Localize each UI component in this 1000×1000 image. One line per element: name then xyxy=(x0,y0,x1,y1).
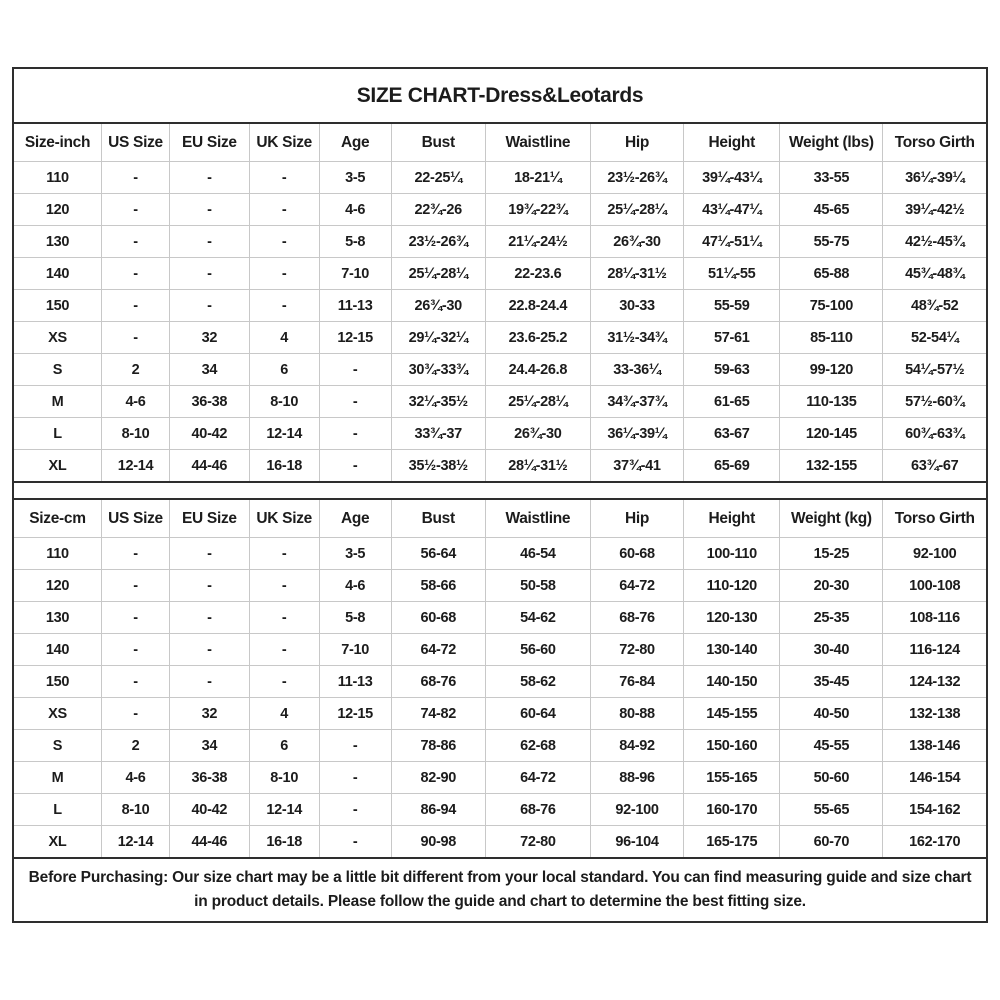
table-cell: 82-90 xyxy=(391,762,485,794)
table-cell: 92-100 xyxy=(883,538,986,570)
table-cell: 45-55 xyxy=(780,730,883,762)
table-cell: - xyxy=(101,634,169,666)
table-cell: - xyxy=(101,194,169,226)
table-cell: 4 xyxy=(249,698,319,730)
table-cell: XS xyxy=(14,322,101,354)
table-cell: - xyxy=(249,162,319,194)
table-cell: 65-69 xyxy=(684,450,780,483)
table-cell: 55-75 xyxy=(780,226,883,258)
table-cell: - xyxy=(101,290,169,322)
column-header: Weight (lbs) xyxy=(780,124,883,162)
column-header: EU Size xyxy=(170,124,250,162)
table-row xyxy=(14,386,986,418)
inch-table-head xyxy=(14,124,986,162)
column-header: Waistline xyxy=(485,499,590,538)
table-row xyxy=(14,162,986,194)
table-cell: 99-120 xyxy=(780,354,883,386)
table-cell: 64-72 xyxy=(391,634,485,666)
purchase-note: Before Purchasing: Our size chart may be a little bit different from your local standard. You can find measuring guide and size chart in product details. Please follow the guide and chart to determine the best fitting size. xyxy=(28,869,972,910)
table-cell: - xyxy=(101,538,169,570)
size-table-inch xyxy=(14,124,986,483)
table-cell: 132-138 xyxy=(883,698,986,730)
table-cell: XL xyxy=(14,826,101,859)
table-cell: 120-145 xyxy=(780,418,883,450)
table-cell: 8-10 xyxy=(249,386,319,418)
table-cell: - xyxy=(249,602,319,634)
table-cell: 63¾-67 xyxy=(883,450,986,483)
table-cell: 30-40 xyxy=(780,634,883,666)
table-cell: 7-10 xyxy=(319,258,391,290)
column-header: Hip xyxy=(590,124,683,162)
table-row xyxy=(14,322,986,354)
table-cell: 32¼-35½ xyxy=(391,386,485,418)
table-cell: - xyxy=(101,698,169,730)
table-cell: 76-84 xyxy=(590,666,683,698)
table-cell: - xyxy=(101,162,169,194)
table-cell: 51¼-55 xyxy=(684,258,780,290)
table-cell: - xyxy=(319,418,391,450)
table-row xyxy=(14,634,986,666)
table-cell: - xyxy=(170,226,250,258)
table-cell: M xyxy=(14,762,101,794)
table-cell: 54¼-57½ xyxy=(883,354,986,386)
table-cell: - xyxy=(319,450,391,483)
table-cell: 39¼-42½ xyxy=(883,194,986,226)
table-cell: 20-30 xyxy=(780,570,883,602)
table-cell: 18-21¼ xyxy=(485,162,590,194)
column-header: Torso Girth xyxy=(883,499,986,538)
table-cell: 130-140 xyxy=(684,634,780,666)
table-cell: 60-68 xyxy=(391,602,485,634)
table-cell: 11-13 xyxy=(319,666,391,698)
table-cell: S xyxy=(14,730,101,762)
table-cell: 2 xyxy=(101,354,169,386)
table-cell: 37¾-41 xyxy=(590,450,683,483)
table-cell: L xyxy=(14,418,101,450)
inch-table-body xyxy=(14,162,986,483)
table-cell: - xyxy=(101,258,169,290)
column-header: Hip xyxy=(590,499,683,538)
table-cell: 30¾-33¾ xyxy=(391,354,485,386)
table-cell: 60-70 xyxy=(780,826,883,859)
table-cell: 150 xyxy=(14,290,101,322)
table-cell: 78-86 xyxy=(391,730,485,762)
table-cell: - xyxy=(101,322,169,354)
table-cell: 64-72 xyxy=(485,762,590,794)
table-cell: - xyxy=(249,570,319,602)
table-cell: 124-132 xyxy=(883,666,986,698)
table-cell: 59-63 xyxy=(684,354,780,386)
table-cell: 110-135 xyxy=(780,386,883,418)
table-cell: - xyxy=(319,826,391,859)
column-header: Age xyxy=(319,124,391,162)
table-cell: 84-92 xyxy=(590,730,683,762)
header-row xyxy=(14,499,986,538)
table-cell: 12-15 xyxy=(319,322,391,354)
table-cell: 5-8 xyxy=(319,226,391,258)
size-chart-panel xyxy=(12,67,988,923)
table-cell: 100-108 xyxy=(883,570,986,602)
table-cell: 33-36¼ xyxy=(590,354,683,386)
table-cell: 28¼-31½ xyxy=(590,258,683,290)
table-cell: 25¼-28¼ xyxy=(391,258,485,290)
table-cell: 44-46 xyxy=(170,450,250,483)
table-cell: 12-14 xyxy=(101,450,169,483)
table-cell: - xyxy=(249,194,319,226)
table-cell: 48¾-52 xyxy=(883,290,986,322)
table-cell: 64-72 xyxy=(590,570,683,602)
table-cell: 36¼-39¼ xyxy=(883,162,986,194)
table-cell: S xyxy=(14,354,101,386)
table-cell: 120-130 xyxy=(684,602,780,634)
table-cell: 44-46 xyxy=(170,826,250,859)
table-cell: 30-33 xyxy=(590,290,683,322)
table-cell: 5-8 xyxy=(319,602,391,634)
table-cell: 72-80 xyxy=(485,826,590,859)
table-row xyxy=(14,354,986,386)
table-cell: 25-35 xyxy=(780,602,883,634)
column-header: EU Size xyxy=(170,499,250,538)
cm-table-body xyxy=(14,538,986,859)
table-cell: 110 xyxy=(46,169,69,186)
table-cell: 23½-26¾ xyxy=(391,226,485,258)
table-cell: 138-146 xyxy=(883,730,986,762)
table-cell: 4 xyxy=(249,322,319,354)
table-cell: L xyxy=(14,794,101,826)
table-cell: 110-120 xyxy=(684,570,780,602)
table-cell: 36¼-39¼ xyxy=(590,418,683,450)
table-cell: 2 xyxy=(101,730,169,762)
table-cell: 8-10 xyxy=(101,418,169,450)
table-cell: 12-14 xyxy=(249,794,319,826)
column-header: Height xyxy=(684,499,780,538)
table-cell: 120 xyxy=(14,194,101,226)
table-row xyxy=(14,794,986,826)
table-cell: 80-88 xyxy=(590,698,683,730)
page-title: SIZE CHART-Dress&Leotards xyxy=(14,69,986,124)
table-cell: 58-66 xyxy=(391,570,485,602)
table-cell: - xyxy=(170,162,250,194)
table-cell: 68-76 xyxy=(391,666,485,698)
table-cell: 100-110 xyxy=(684,538,780,570)
column-header: Torso Girth xyxy=(883,124,986,162)
table-cell: 23.6-25.2 xyxy=(485,322,590,354)
table-cell: - xyxy=(319,762,391,794)
table-cell: 3-5 xyxy=(319,538,391,570)
table-cell: 36-38 xyxy=(170,762,250,794)
table-cell: 160-170 xyxy=(684,794,780,826)
table-cell: - xyxy=(249,226,319,258)
table-cell: 162-170 xyxy=(883,826,986,859)
table-row xyxy=(14,450,986,483)
table-cell: 68-76 xyxy=(590,602,683,634)
table-cell: 6 xyxy=(249,354,319,386)
column-header: Size-cm xyxy=(14,499,101,538)
table-cell: 34 xyxy=(170,354,250,386)
column-header: Waistline xyxy=(485,124,590,162)
table-cell: 22-25¼ xyxy=(391,162,485,194)
table-row xyxy=(14,258,986,290)
table-cell: 22.8-24.4 xyxy=(485,290,590,322)
table-cell: 92-100 xyxy=(590,794,683,826)
table-cell: 23½-26¾ xyxy=(590,162,683,194)
column-header: UK Size xyxy=(249,124,319,162)
table-cell: 45-65 xyxy=(780,194,883,226)
table-cell: 55-65 xyxy=(780,794,883,826)
table-cell: 34¾-37¾ xyxy=(590,386,683,418)
table-cell: 88-96 xyxy=(590,762,683,794)
table-cell: - xyxy=(319,386,391,418)
table-cell: 16-18 xyxy=(249,450,319,483)
table-row xyxy=(14,570,986,602)
table-cell: 56-64 xyxy=(391,538,485,570)
table-cell: 96-104 xyxy=(590,826,683,859)
table-cell: - xyxy=(101,226,169,258)
table-cell: 61-65 xyxy=(684,386,780,418)
table-cell: 56-60 xyxy=(485,634,590,666)
table-cell: 154-162 xyxy=(883,794,986,826)
column-header: Bust xyxy=(391,124,485,162)
table-cell: 140-150 xyxy=(684,666,780,698)
table-cell: 86-94 xyxy=(391,794,485,826)
table-cell: - xyxy=(170,258,250,290)
table-cell: 32 xyxy=(170,698,250,730)
table-row xyxy=(14,290,986,322)
table-cell: 12-15 xyxy=(319,698,391,730)
table-cell: 46-54 xyxy=(485,538,590,570)
table-cell: - xyxy=(170,194,250,226)
column-header: Bust xyxy=(391,499,485,538)
table-cell: 40-42 xyxy=(170,418,250,450)
table-cell: 12-14 xyxy=(249,418,319,450)
table-cell: - xyxy=(170,570,250,602)
table-cell: 116-124 xyxy=(883,634,986,666)
table-cell: 39¼-43¼ xyxy=(684,162,780,194)
table-cell: 22¾-26 xyxy=(391,194,485,226)
table-cell: 108-116 xyxy=(883,602,986,634)
table-row xyxy=(14,194,986,226)
table-cell: 60-68 xyxy=(590,538,683,570)
table-cell: 130 xyxy=(14,226,101,258)
table-cell: 35½-38½ xyxy=(391,450,485,483)
table-cell: - xyxy=(249,258,319,290)
table-cell: 63-67 xyxy=(684,418,780,450)
table-cell: 54-62 xyxy=(485,602,590,634)
table-cell: 33-55 xyxy=(780,162,883,194)
table-cell: 55-59 xyxy=(684,290,780,322)
table-row xyxy=(14,698,986,730)
table-cell: 146-154 xyxy=(883,762,986,794)
table-cell: 40-50 xyxy=(780,698,883,730)
column-header: Height xyxy=(684,124,780,162)
table-cell: 140 xyxy=(14,258,101,290)
table-cell: 62-68 xyxy=(485,730,590,762)
table-separator-gap xyxy=(14,483,986,498)
table-row xyxy=(14,226,986,258)
table-cell: 110 xyxy=(46,545,69,562)
table-cell: - xyxy=(170,634,250,666)
table-row xyxy=(14,538,986,570)
size-table-cm xyxy=(14,498,986,859)
table-cell: 85-110 xyxy=(780,322,883,354)
table-cell: 150 xyxy=(14,666,101,698)
table-cell: 25¼-28¼ xyxy=(485,386,590,418)
table-cell: 29¼-32¼ xyxy=(391,322,485,354)
table-cell: - xyxy=(319,354,391,386)
header-row xyxy=(14,124,986,162)
table-cell: 11-13 xyxy=(319,290,391,322)
cm-table-head xyxy=(14,499,986,538)
table-cell: 155-165 xyxy=(684,762,780,794)
table-cell: 8-10 xyxy=(101,794,169,826)
table-cell: 4-6 xyxy=(319,570,391,602)
table-cell: - xyxy=(101,666,169,698)
table-cell: 34 xyxy=(170,730,250,762)
table-cell: 50-58 xyxy=(485,570,590,602)
table-cell: 57½-60¾ xyxy=(883,386,986,418)
table-cell: - xyxy=(170,602,250,634)
table-cell: - xyxy=(249,538,319,570)
table-cell: 28¼-31½ xyxy=(485,450,590,483)
table-cell: 22-23.6 xyxy=(485,258,590,290)
table-cell: 32 xyxy=(170,322,250,354)
table-cell: 43¼-47¼ xyxy=(684,194,780,226)
table-cell: 130 xyxy=(14,602,101,634)
table-cell: 120 xyxy=(14,570,101,602)
table-cell: XL xyxy=(14,450,101,483)
table-cell: 26¾-30 xyxy=(391,290,485,322)
table-cell: 57-61 xyxy=(684,322,780,354)
table-cell: 45¾-48¾ xyxy=(883,258,986,290)
table-cell: 12-14 xyxy=(101,826,169,859)
table-cell: 132-155 xyxy=(780,450,883,483)
table-cell: 165-175 xyxy=(684,826,780,859)
table-cell: - xyxy=(170,666,250,698)
table-cell: 25¼-28¼ xyxy=(590,194,683,226)
table-cell: 26¾-30 xyxy=(590,226,683,258)
table-cell: 60-64 xyxy=(485,698,590,730)
column-header: Size-inch xyxy=(14,124,101,162)
table-cell: - xyxy=(249,634,319,666)
table-cell: XS xyxy=(14,698,101,730)
table-cell: - xyxy=(170,538,250,570)
table-cell: - xyxy=(249,290,319,322)
table-cell: - xyxy=(319,730,391,762)
table-row xyxy=(14,730,986,762)
column-header: UK Size xyxy=(249,499,319,538)
table-cell: - xyxy=(170,290,250,322)
table-cell: 24.4-26.8 xyxy=(485,354,590,386)
table-cell: 72-80 xyxy=(590,634,683,666)
table-row xyxy=(14,762,986,794)
table-cell: 3-5 xyxy=(319,162,391,194)
table-cell: 4-6 xyxy=(101,762,169,794)
table-cell: 31½-34¾ xyxy=(590,322,683,354)
table-cell: 26¾-30 xyxy=(485,418,590,450)
table-row xyxy=(14,602,986,634)
table-cell: 90-98 xyxy=(391,826,485,859)
table-cell: 74-82 xyxy=(391,698,485,730)
column-header: US Size xyxy=(101,499,169,538)
table-cell: 21¼-24½ xyxy=(485,226,590,258)
table-cell: 50-60 xyxy=(780,762,883,794)
table-cell: 7-10 xyxy=(319,634,391,666)
table-cell: M xyxy=(14,386,101,418)
table-cell: 40-42 xyxy=(170,794,250,826)
table-cell: 42½-45¾ xyxy=(883,226,986,258)
table-cell: 36-38 xyxy=(170,386,250,418)
table-cell: 4-6 xyxy=(319,194,391,226)
table-cell: 6 xyxy=(249,730,319,762)
table-cell: - xyxy=(101,602,169,634)
column-header: Weight (kg) xyxy=(780,499,883,538)
table-cell: - xyxy=(101,570,169,602)
table-cell: 150-160 xyxy=(684,730,780,762)
table-cell: 60¾-63¾ xyxy=(883,418,986,450)
table-cell: 52-54¼ xyxy=(883,322,986,354)
table-cell: 145-155 xyxy=(684,698,780,730)
table-cell: 140 xyxy=(14,634,101,666)
table-row xyxy=(14,826,986,859)
table-cell: 68-76 xyxy=(485,794,590,826)
table-cell: 16-18 xyxy=(249,826,319,859)
table-cell: 65-88 xyxy=(780,258,883,290)
column-header: US Size xyxy=(101,124,169,162)
table-cell: 75-100 xyxy=(780,290,883,322)
table-cell: - xyxy=(319,794,391,826)
table-cell: 58-62 xyxy=(485,666,590,698)
table-cell: - xyxy=(249,666,319,698)
table-cell: 4-6 xyxy=(101,386,169,418)
table-cell: 15-25 xyxy=(780,538,883,570)
table-cell: 19¾-22¾ xyxy=(485,194,590,226)
table-cell: 47¼-51¼ xyxy=(684,226,780,258)
column-header: Age xyxy=(319,499,391,538)
table-row xyxy=(14,418,986,450)
table-row xyxy=(14,666,986,698)
table-cell: 35-45 xyxy=(780,666,883,698)
table-cell: 8-10 xyxy=(249,762,319,794)
table-cell: 33¾-37 xyxy=(391,418,485,450)
